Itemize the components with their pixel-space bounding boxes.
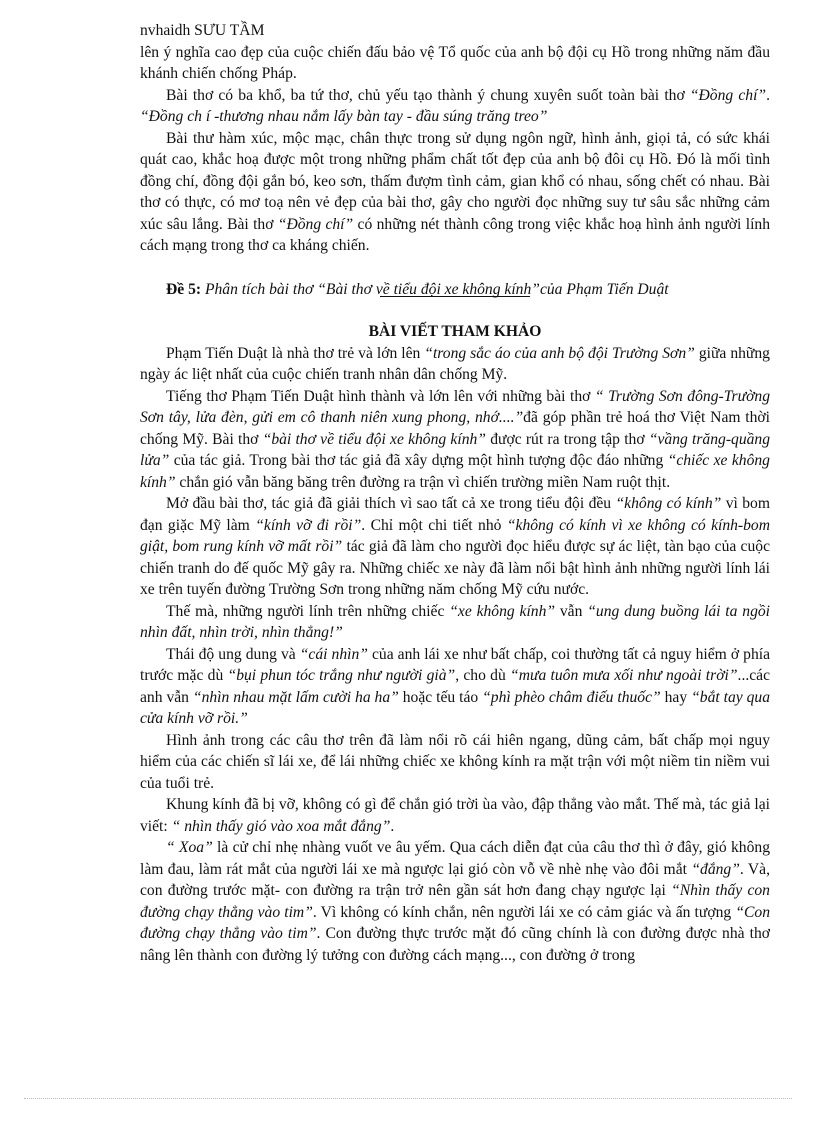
italic-run: “bắt tay qua cửa kính vỡ rồi.” (140, 688, 771, 727)
text-run: là cử chỉ nhẹ nhàng vuốt ve âu yếm. Qua cách diễn đạt của câu thơ thì ở đây, gió không làm đau, làm rát mắt của người lái xe mà ngược lại gió còn vỗ về nhè nhẹ vào đôi mắt (140, 839, 770, 878)
italic-run: “ Xoa” (166, 839, 213, 856)
italic-run: “ nhìn thấy gió vào xoa mắt đắng” (171, 817, 391, 835)
paragraph (140, 644, 770, 730)
italic-run: “phì phèo châm điếu thuốc” (482, 688, 661, 706)
italic-run: “cái nhìn” (299, 645, 368, 663)
text-run: Tiếng thơ Phạm Tiến Duật hình thành và lớn lên với những bài thơ (166, 387, 595, 405)
italic-run: “mưa tuôn mưa xối như ngoài trời” (510, 667, 738, 684)
bold-run: Đề 5: (166, 280, 202, 298)
italic-run: “Nhìn thấy con đường chạy thẳng vào tim” (140, 882, 770, 921)
paragraph (140, 42, 770, 85)
text-run: vẫn (555, 602, 588, 620)
text-run: . (390, 817, 395, 835)
italic-run: “xe không kính” (449, 602, 556, 620)
text-run: vì bom đạn giặc Mỹ làm (140, 495, 770, 534)
text-run: của anh lái xe như bất chấp, coi thường tất cả nguy hiểm ở phía trước mặc dù (140, 645, 770, 684)
text-run: , cho dù (455, 667, 511, 684)
text-run: ...các anh vẫn (140, 667, 771, 706)
italic-run: “không có kính” (615, 495, 722, 512)
text-run: hay (660, 688, 692, 706)
text-run: . Con đường thực trước mặt đó cũng chính là con đường được nhà thơ nâng lên thành con đường lý tưởng con đường cách mạng..., con đường ở trong (140, 925, 770, 964)
text-run: giữa những ngày ác liệt nhất của cuộc chiến tranh nhân dân chống Mỹ. (140, 344, 770, 383)
paragraph (140, 601, 770, 644)
text-run: Phạm Tiến Duật là nhà thơ trẻ và lớn lên (166, 344, 425, 362)
italic-run: Phân tích bài thơ “Bài thơ về tiểu đội xe không kính”của Phạm Tiến Duật (201, 280, 669, 298)
text-run: . Và, con đường trước mặt- con đường ra trận trở nên gần sát hơn đang chạy ngược lại (140, 860, 770, 899)
italic-run: “không có kính vì xe không có kính-bom giật, bom rung kính vỡ mất rồi” (140, 516, 770, 555)
section-title: BÀI VIẾT THAM KHẢO (368, 323, 542, 340)
text-run: lên ý nghĩa cao đẹp của cuộc chiến đấu bảo vệ Tổ quốc của anh bộ đội cụ Hồ trong những năm đầu khánh chiến chống Pháp. (140, 43, 770, 82)
italic-run: “Đồng chí” (277, 215, 354, 233)
paragraph (140, 85, 770, 128)
italic-run: “kính vỡ đi rồi” (255, 516, 362, 534)
text-run: Khung kính đã bị vỡ, không có gì để chắn gió trời ùa vào, đập thẳng vào mắt. Thế mà, tác giả lại viết: (140, 796, 770, 835)
italic-run: “bụi phun tóc trắng như người già” (227, 667, 456, 684)
text-run: có những nét thành công trong việc khắc hoạ hình ảnh người lính cách mạng trong thơ ca kháng chiến. (140, 215, 770, 254)
text-run: Mở đầu bài thơ, tác giả đã giải thích vì sao tất cả xe trong tiểu đội đều (166, 495, 616, 512)
paragraph (140, 730, 770, 795)
text-run: Thái độ ung dung và (166, 645, 300, 663)
italic-run: “trong sắc áo của anh bộ đội Trường Sơn” (424, 344, 695, 362)
italic-run: “chiếc xe không kính” (140, 452, 770, 491)
italic-run: “ Trường Sơn đông-Trường Sơn tây, lửa đèn, gửi em cô thanh niên xung phong, nhớ....” (140, 387, 770, 426)
paragraph (140, 493, 770, 601)
italic-run: “Đồng chí” (689, 86, 767, 104)
italic-run: “Con đường chạy thẳng vào tim” (140, 903, 770, 942)
text-run: . Vì không có kính chắn, nên người lái xe có cảm giác và ấn tượng (312, 903, 736, 921)
paragraph (140, 794, 770, 837)
italic-run: “Đồng ch í -thương nhau nắm lấy bàn tay - đầu súng trăng treo” (140, 108, 548, 125)
text-run: . (766, 86, 771, 104)
text-run: tác giả đã làm cho người đọc hiểu được sự ác liệt, tàn bạo của cuộc chiến tranh do đế quốc Mỹ gây ra. Những chiếc xe này đã làm nổi bật hình ảnh những người lính lái xe trên tuyến đường Trường Sơn trong những năm chống Mỹ cứu nước. (140, 538, 770, 598)
paragraph (140, 386, 770, 494)
text-run: của tác giả. Trong bài thơ tác giả đã xây dựng một hình tượng độc đáo những (169, 452, 668, 469)
text-run: Bài thư hàm xúc, mộc mạc, chân thực trong sử dụng ngôn ngữ, hình ảnh, giọi tả, có sức khái quát cao, khắc hoạ được một trong những phẩm chất tốt đẹp của anh bộ đôi cụ Hồ. Đó là mối tình đồng chí, đồng đội gắn bó, keo sơn, thấm đượm tình cảm, gian khổ có nhau, sống chết có nhau. Bài thơ có thực, có mơ toạ nên vẻ đẹp của bài thơ, gây cho người đọc những suy tư sâu sắc những cảm xúc sâu lắng. Bài thơ (140, 129, 770, 233)
page-header: nvhaidh SƯU TẦM (140, 22, 265, 39)
italic-run: “ung dung buồng lái ta ngồi nhìn đất, nhìn trời, nhìn thẳng!” (140, 602, 770, 641)
italic-run: “vầng trăng-quầng lửa” (140, 430, 771, 469)
italic-run: “đắng” (691, 860, 740, 878)
paragraph (140, 837, 770, 966)
text-run: Bài thơ có ba khổ, ba tứ thơ, chủ yếu tạo thành ý chung xuyên suốt toàn bài thơ (166, 86, 690, 104)
italic-run: “nhìn nhau mặt lấm cười ha ha” (192, 688, 399, 706)
page-bottom-divider (24, 1098, 792, 1099)
text-run: đã góp phần trẻ hoá thơ Việt Nam thời chống Mỹ. Bài thơ (140, 409, 771, 448)
text-run: Hình ảnh trong các câu thơ trên đã làm nổi rõ cái hiên ngang, dũng cảm, bất chấp mọi nguy hiểm của các chiến sĩ lái xe, để lái những chiếc xe không kính ra mặt trận với một niềm tin niềm vui của tuổi trẻ. (140, 731, 770, 792)
text-run: được rút ra trong tập thơ (485, 430, 649, 448)
text-run: chắn gió vẫn băng băng trên đường ra trận vì chiến trường miền Nam ruột thịt. (175, 473, 671, 491)
document-body (140, 20, 770, 966)
separator-line (380, 296, 530, 297)
paragraph (140, 343, 770, 386)
italic-run: “bài thơ về tiểu đội xe không kính” (262, 430, 486, 448)
paragraph (140, 128, 770, 257)
text-run: Thế mà, những người lính trên những chiếc (166, 602, 450, 620)
text-run: hoặc tếu táo (398, 688, 483, 706)
text-run: . Chỉ một chi tiết nhỏ (361, 516, 507, 534)
